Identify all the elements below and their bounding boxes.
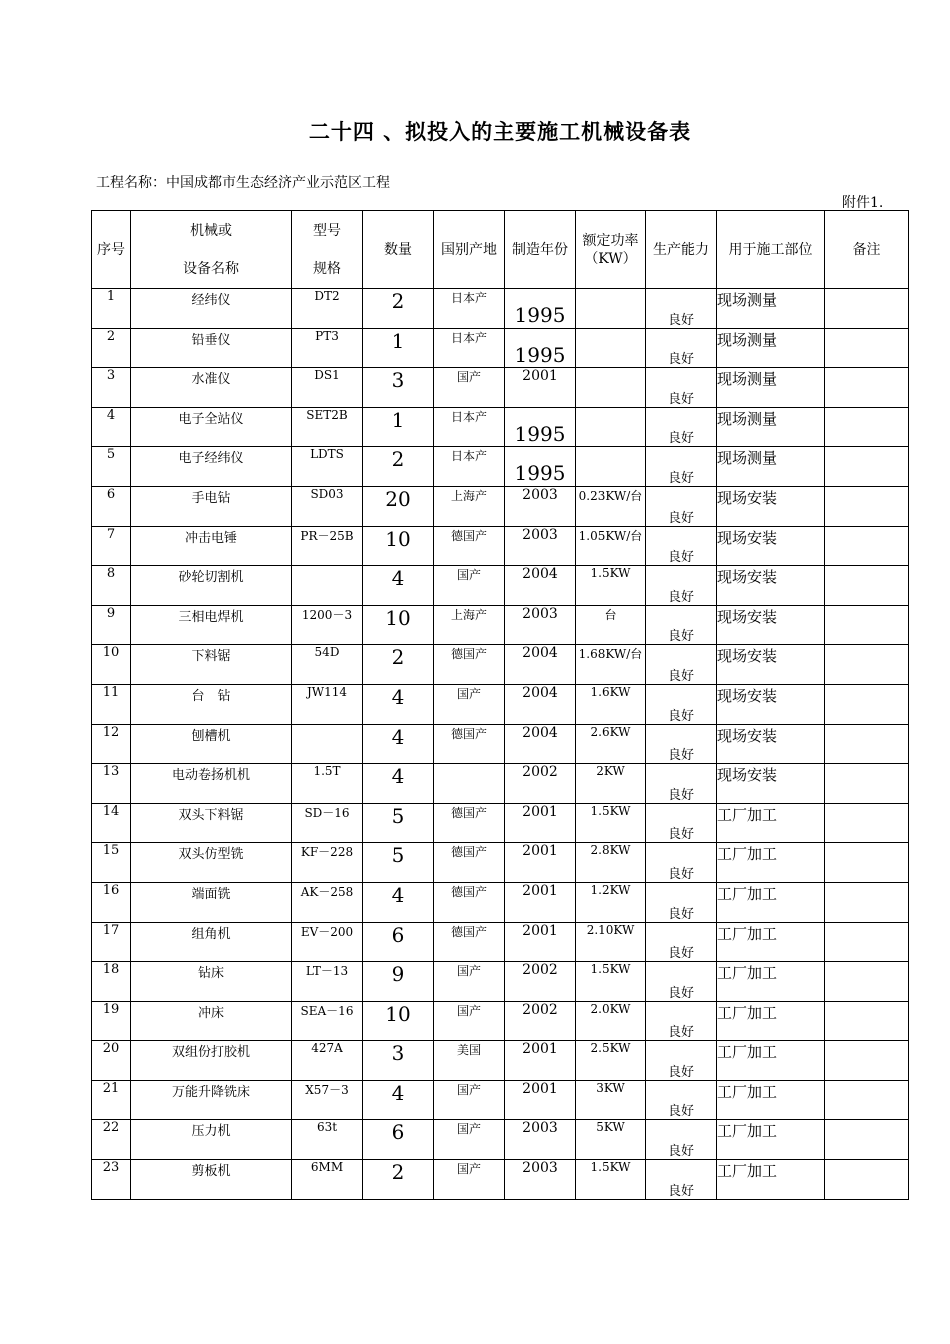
cell-remark — [825, 526, 909, 566]
cell-qty: 2 — [363, 1160, 434, 1200]
cell-usage: 工厂加工 — [717, 1001, 825, 1041]
table-row — [92, 843, 909, 883]
cell-year: 2001 — [505, 1080, 576, 1120]
table-row — [92, 605, 909, 645]
cell-seq: 7 — [92, 526, 131, 566]
cell-seq: 22 — [92, 1120, 131, 1160]
cell-seq: 9 — [92, 605, 131, 645]
cell-origin: 德国产 — [434, 882, 505, 922]
table-row — [92, 486, 909, 526]
cell-capacity: 良好 — [646, 447, 717, 487]
cell-remark — [825, 566, 909, 606]
cell-qty: 6 — [363, 922, 434, 962]
table-row — [92, 882, 909, 922]
cell-origin: 日本产 — [434, 289, 505, 329]
cell-remark — [825, 328, 909, 368]
cell-origin: 德国产 — [434, 645, 505, 685]
cell-usage: 现场安装 — [717, 684, 825, 724]
cell-capacity: 良好 — [646, 407, 717, 447]
cell-name: 钻床 — [131, 962, 292, 1002]
cell-model: PR－25B — [292, 526, 363, 566]
cell-remark — [825, 289, 909, 329]
header-power — [576, 211, 646, 289]
table-row — [92, 1001, 909, 1041]
cell-qty: 4 — [363, 764, 434, 804]
table-row — [92, 368, 909, 408]
cell-year: 2002 — [505, 764, 576, 804]
cell-remark — [825, 1001, 909, 1041]
header-model-line2: 规格 — [313, 260, 341, 277]
table-row — [92, 962, 909, 1002]
cell-year: 2004 — [505, 724, 576, 764]
cell-usage: 现场安装 — [717, 764, 825, 804]
cell-origin: 上海产 — [434, 486, 505, 526]
cell-usage: 现场安装 — [717, 566, 825, 606]
cell-power: 1.5KW — [576, 566, 646, 606]
cell-origin: 德国产 — [434, 803, 505, 843]
cell-origin — [434, 764, 505, 804]
table-row — [92, 289, 909, 329]
cell-seq: 3 — [92, 368, 131, 408]
cell-model: AK－258 — [292, 882, 363, 922]
cell-power: 1.5KW — [576, 1160, 646, 1200]
header-qty: 数量 — [363, 211, 434, 289]
cell-capacity: 良好 — [646, 486, 717, 526]
cell-usage: 现场测量 — [717, 447, 825, 487]
cell-remark — [825, 407, 909, 447]
cell-model: JW114 — [292, 684, 363, 724]
header-model — [292, 211, 363, 289]
cell-power: 1.6KW — [576, 684, 646, 724]
cell-year: 2003 — [505, 526, 576, 566]
cell-qty: 9 — [363, 962, 434, 1002]
cell-capacity: 良好 — [646, 684, 717, 724]
cell-qty: 4 — [363, 684, 434, 724]
cell-year: 2001 — [505, 368, 576, 408]
cell-seq: 19 — [92, 1001, 131, 1041]
cell-seq: 18 — [92, 962, 131, 1002]
cell-qty: 10 — [363, 526, 434, 566]
header-usage: 用于施工部位 — [717, 211, 825, 289]
cell-seq: 2 — [92, 328, 131, 368]
cell-name: 砂轮切割机 — [131, 566, 292, 606]
cell-capacity: 良好 — [646, 605, 717, 645]
cell-qty: 5 — [363, 843, 434, 883]
cell-seq: 17 — [92, 922, 131, 962]
cell-year: 2003 — [505, 486, 576, 526]
cell-power: 2KW — [576, 764, 646, 804]
cell-origin: 日本产 — [434, 407, 505, 447]
cell-model: 6MM — [292, 1160, 363, 1200]
cell-remark — [825, 645, 909, 685]
cell-remark — [825, 368, 909, 408]
cell-usage: 工厂加工 — [717, 1041, 825, 1081]
cell-seq: 15 — [92, 843, 131, 883]
cell-model: DS1 — [292, 368, 363, 408]
cell-origin: 国产 — [434, 566, 505, 606]
cell-year: 1995 — [505, 407, 576, 447]
header-origin: 国别产地 — [434, 211, 505, 289]
table-row — [92, 1160, 909, 1200]
cell-year: 2003 — [505, 1160, 576, 1200]
cell-seq: 1 — [92, 289, 131, 329]
cell-model: 1200－3 — [292, 605, 363, 645]
cell-year: 1995 — [505, 447, 576, 487]
cell-origin: 德国产 — [434, 843, 505, 883]
cell-qty: 20 — [363, 486, 434, 526]
cell-origin: 美国 — [434, 1041, 505, 1081]
cell-seq: 21 — [92, 1080, 131, 1120]
cell-remark — [825, 882, 909, 922]
cell-usage: 现场安装 — [717, 645, 825, 685]
cell-name: 电子经纬仪 — [131, 447, 292, 487]
table-row — [92, 447, 909, 487]
cell-qty: 2 — [363, 645, 434, 685]
cell-capacity: 良好 — [646, 1120, 717, 1160]
cell-year: 2004 — [505, 684, 576, 724]
cell-origin: 国产 — [434, 1120, 505, 1160]
cell-model: SD03 — [292, 486, 363, 526]
cell-power — [576, 447, 646, 487]
cell-capacity: 良好 — [646, 368, 717, 408]
cell-name: 端面铣 — [131, 882, 292, 922]
cell-power: 3KW — [576, 1080, 646, 1120]
cell-model: LT－13 — [292, 962, 363, 1002]
cell-model: X57－3 — [292, 1080, 363, 1120]
cell-capacity: 良好 — [646, 922, 717, 962]
cell-power — [576, 328, 646, 368]
cell-usage: 现场安装 — [717, 526, 825, 566]
cell-power: 2.0KW — [576, 1001, 646, 1041]
cell-remark — [825, 1080, 909, 1120]
attachment-label: 附件1. — [842, 195, 884, 211]
table-row — [92, 922, 909, 962]
cell-year: 2002 — [505, 962, 576, 1002]
cell-power: 2.6KW — [576, 724, 646, 764]
cell-usage: 现场测量 — [717, 407, 825, 447]
cell-qty: 4 — [363, 1080, 434, 1120]
cell-usage: 现场测量 — [717, 328, 825, 368]
cell-year: 2004 — [505, 645, 576, 685]
cell-qty: 5 — [363, 803, 434, 843]
cell-model: 1.5T — [292, 764, 363, 804]
cell-year: 2003 — [505, 605, 576, 645]
cell-name: 冲击电锤 — [131, 526, 292, 566]
cell-usage: 工厂加工 — [717, 1160, 825, 1200]
cell-power: 2.10KW — [576, 922, 646, 962]
cell-power — [576, 407, 646, 447]
cell-model: 427A — [292, 1041, 363, 1081]
cell-remark — [825, 1120, 909, 1160]
cell-origin: 日本产 — [434, 447, 505, 487]
cell-name: 双头仿型铣 — [131, 843, 292, 883]
cell-year: 2001 — [505, 1041, 576, 1081]
cell-year: 2004 — [505, 566, 576, 606]
cell-power: 1.05KW/台 — [576, 526, 646, 566]
cell-seq: 5 — [92, 447, 131, 487]
cell-year: 2002 — [505, 1001, 576, 1041]
cell-seq: 16 — [92, 882, 131, 922]
cell-usage: 现场安装 — [717, 724, 825, 764]
cell-usage: 工厂加工 — [717, 1120, 825, 1160]
cell-model: SET2B — [292, 407, 363, 447]
cell-origin: 国产 — [434, 1160, 505, 1200]
header-remark: 备注 — [825, 211, 909, 289]
cell-origin: 上海产 — [434, 605, 505, 645]
cell-origin: 德国产 — [434, 724, 505, 764]
table-row — [92, 407, 909, 447]
cell-year: 2001 — [505, 922, 576, 962]
cell-capacity: 良好 — [646, 1041, 717, 1081]
cell-remark — [825, 486, 909, 526]
cell-name: 台 钻 — [131, 684, 292, 724]
cell-model — [292, 566, 363, 606]
cell-qty: 2 — [363, 447, 434, 487]
cell-qty: 1 — [363, 328, 434, 368]
cell-remark — [825, 447, 909, 487]
cell-name: 压力机 — [131, 1120, 292, 1160]
page-title: 二十四 、拟投入的主要施工机械设备表 — [308, 120, 692, 144]
cell-qty: 4 — [363, 724, 434, 764]
cell-name: 组角机 — [131, 922, 292, 962]
cell-seq: 23 — [92, 1160, 131, 1200]
cell-capacity: 良好 — [646, 566, 717, 606]
table-row — [92, 1041, 909, 1081]
cell-name: 冲床 — [131, 1001, 292, 1041]
header-seq: 序号 — [92, 211, 131, 289]
header-name — [131, 211, 292, 289]
cell-remark — [825, 843, 909, 883]
cell-year: 2001 — [505, 882, 576, 922]
cell-usage: 工厂加工 — [717, 843, 825, 883]
cell-capacity: 良好 — [646, 1001, 717, 1041]
cell-year: 2001 — [505, 803, 576, 843]
cell-usage: 现场安装 — [717, 605, 825, 645]
header-capacity: 生产能力 — [646, 211, 717, 289]
cell-origin: 德国产 — [434, 526, 505, 566]
cell-name: 水准仪 — [131, 368, 292, 408]
cell-power: 1.5KW — [576, 803, 646, 843]
cell-capacity: 良好 — [646, 328, 717, 368]
table-row — [92, 724, 909, 764]
cell-power — [576, 368, 646, 408]
cell-power: 2.8KW — [576, 843, 646, 883]
table-row — [92, 645, 909, 685]
cell-model: SD－16 — [292, 803, 363, 843]
cell-seq: 20 — [92, 1041, 131, 1081]
cell-origin: 国产 — [434, 684, 505, 724]
cell-model: 63t — [292, 1120, 363, 1160]
cell-capacity: 良好 — [646, 1160, 717, 1200]
table-row — [92, 764, 909, 804]
cell-power: 2.5KW — [576, 1041, 646, 1081]
cell-model — [292, 724, 363, 764]
cell-seq: 10 — [92, 645, 131, 685]
cell-name: 万能升降铣床 — [131, 1080, 292, 1120]
cell-seq: 14 — [92, 803, 131, 843]
cell-model: KF－228 — [292, 843, 363, 883]
cell-year: 2001 — [505, 843, 576, 883]
table-row — [92, 526, 909, 566]
cell-qty: 3 — [363, 368, 434, 408]
cell-capacity: 良好 — [646, 882, 717, 922]
cell-name: 经纬仪 — [131, 289, 292, 329]
cell-origin: 国产 — [434, 368, 505, 408]
cell-seq: 8 — [92, 566, 131, 606]
cell-remark — [825, 605, 909, 645]
cell-name: 电动卷扬机机 — [131, 764, 292, 804]
cell-usage: 现场测量 — [717, 368, 825, 408]
cell-usage: 工厂加工 — [717, 962, 825, 1002]
cell-name: 三相电焊机 — [131, 605, 292, 645]
cell-name: 手电钻 — [131, 486, 292, 526]
cell-remark — [825, 1160, 909, 1200]
cell-model: DT2 — [292, 289, 363, 329]
cell-name: 双头下料锯 — [131, 803, 292, 843]
cell-capacity: 良好 — [646, 526, 717, 566]
cell-usage: 工厂加工 — [717, 803, 825, 843]
cell-capacity: 良好 — [646, 1080, 717, 1120]
cell-qty: 4 — [363, 882, 434, 922]
header-name-line1: 机械或 — [190, 222, 232, 239]
cell-qty: 10 — [363, 605, 434, 645]
cell-year: 1995 — [505, 328, 576, 368]
cell-remark — [825, 764, 909, 804]
cell-qty: 4 — [363, 566, 434, 606]
cell-seq: 13 — [92, 764, 131, 804]
cell-qty: 3 — [363, 1041, 434, 1081]
cell-origin: 德国产 — [434, 922, 505, 962]
cell-qty: 1 — [363, 407, 434, 447]
cell-capacity: 良好 — [646, 724, 717, 764]
cell-power: 1.68KW/台 — [576, 645, 646, 685]
cell-remark — [825, 803, 909, 843]
cell-origin: 日本产 — [434, 328, 505, 368]
cell-power: 0.23KW/台 — [576, 486, 646, 526]
cell-power — [576, 289, 646, 329]
table-row — [92, 566, 909, 606]
cell-name: 下料锯 — [131, 645, 292, 685]
cell-seq: 11 — [92, 684, 131, 724]
table-row — [92, 328, 909, 368]
cell-qty: 6 — [363, 1120, 434, 1160]
cell-origin: 国产 — [434, 1001, 505, 1041]
cell-capacity: 良好 — [646, 843, 717, 883]
header-name-line2: 设备名称 — [183, 260, 239, 277]
cell-name: 双组份打胶机 — [131, 1041, 292, 1081]
table-row — [92, 1080, 909, 1120]
table-row — [92, 1120, 909, 1160]
cell-remark — [825, 922, 909, 962]
cell-remark — [825, 962, 909, 1002]
cell-remark — [825, 684, 909, 724]
cell-capacity: 良好 — [646, 962, 717, 1002]
cell-seq: 12 — [92, 724, 131, 764]
cell-capacity: 良好 — [646, 764, 717, 804]
cell-name: 电子全站仪 — [131, 407, 292, 447]
cell-usage: 工厂加工 — [717, 1080, 825, 1120]
cell-model: LDTS — [292, 447, 363, 487]
cell-model: PT3 — [292, 328, 363, 368]
cell-power: 台 — [576, 605, 646, 645]
cell-year: 1995 — [505, 289, 576, 329]
cell-usage: 工厂加工 — [717, 922, 825, 962]
cell-capacity: 良好 — [646, 289, 717, 329]
cell-usage: 工厂加工 — [717, 882, 825, 922]
cell-capacity: 良好 — [646, 645, 717, 685]
cell-power: 5KW — [576, 1120, 646, 1160]
cell-model: EV－200 — [292, 922, 363, 962]
cell-model: 54D — [292, 645, 363, 685]
project-name: 工程名称：中国成都市生态经济产业示范区工程 — [96, 175, 390, 191]
cell-origin: 国产 — [434, 1080, 505, 1120]
cell-usage: 现场安装 — [717, 486, 825, 526]
cell-qty: 2 — [363, 289, 434, 329]
cell-usage: 现场测量 — [717, 289, 825, 329]
cell-qty: 10 — [363, 1001, 434, 1041]
cell-name: 铅垂仪 — [131, 328, 292, 368]
cell-year: 2003 — [505, 1120, 576, 1160]
header-power-line2: （KW） — [584, 250, 637, 267]
table-row — [92, 803, 909, 843]
cell-remark — [825, 724, 909, 764]
cell-name: 剪板机 — [131, 1160, 292, 1200]
table-row — [92, 684, 909, 724]
header-power-line1: 额定功率 — [582, 232, 639, 249]
cell-origin: 国产 — [434, 962, 505, 1002]
cell-seq: 6 — [92, 486, 131, 526]
cell-model: SEA－16 — [292, 1001, 363, 1041]
cell-capacity: 良好 — [646, 803, 717, 843]
cell-power: 1.2KW — [576, 882, 646, 922]
table-header-row — [92, 211, 909, 289]
cell-name: 刨槽机 — [131, 724, 292, 764]
cell-power: 1.5KW — [576, 962, 646, 1002]
header-year: 制造年份 — [505, 211, 576, 289]
equipment-table — [91, 210, 909, 1200]
cell-seq: 4 — [92, 407, 131, 447]
header-model-line1: 型号 — [313, 222, 341, 239]
cell-remark — [825, 1041, 909, 1081]
